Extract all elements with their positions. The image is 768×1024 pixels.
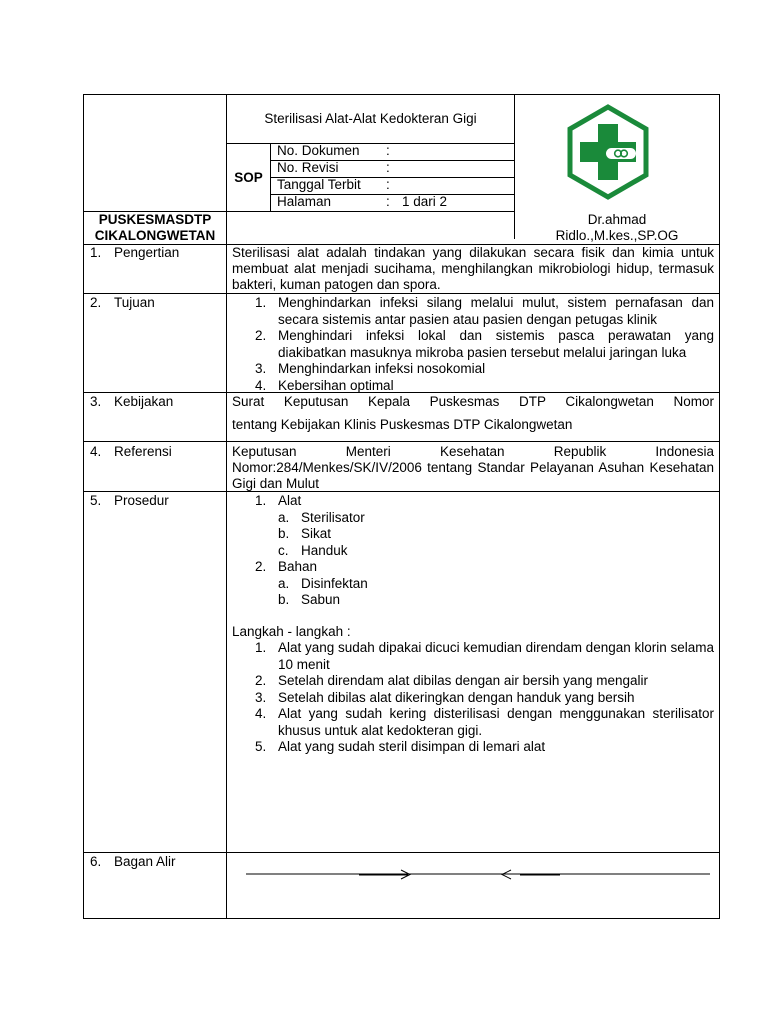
list-mark: b. — [278, 526, 290, 541]
list-item-text: Sterilisator — [301, 509, 365, 525]
section-number: 6. — [90, 854, 102, 869]
group-title: Bahan — [278, 559, 318, 574]
list-item-text: Menghindari infeksi lokal dan sistemis pasca perawatan yang diakibatkan masuknya mikroba pasien tersebut melalui jaringan luka — [278, 328, 714, 360]
section-label-bagan-alir — [90, 854, 176, 870]
list-item — [255, 328, 714, 361]
list-number: 1. — [255, 640, 267, 655]
steps-list — [255, 640, 714, 756]
row-divider — [83, 293, 720, 294]
step-text: Setelah dibilas alat dikeringkan dengan handuk yang bersih — [278, 689, 635, 705]
list-item — [255, 592, 714, 609]
step-item — [255, 673, 714, 690]
table-border-bottom — [83, 918, 720, 919]
list-number: 5. — [255, 739, 267, 754]
signer — [515, 212, 719, 244]
field-sep: : — [386, 143, 390, 158]
section-number: 4. — [90, 444, 102, 459]
list-number: 4. — [255, 377, 267, 393]
step-item — [255, 706, 714, 739]
kebijakan-line-1: Surat Keputusan Kepala Puskesmas DTP Cikalongwetan Nomor — [232, 394, 714, 409]
list-number: 1. — [255, 295, 267, 310]
step-item — [255, 640, 714, 673]
section-label-referensi — [90, 444, 172, 460]
field-value-halaman: 1 dari 2 — [402, 194, 448, 209]
steps-title: Langkah - langkah : — [232, 624, 351, 639]
signer-line-1: Dr.ahmad — [587, 212, 647, 227]
field-label-tanggal-terbit: Tanggal Terbit — [277, 177, 361, 192]
group-title: Alat — [278, 493, 302, 508]
list-mark: c. — [278, 542, 289, 558]
list-number: 2. — [255, 559, 267, 574]
list-item-text: Handuk — [301, 542, 348, 558]
sop-label: SOP — [234, 169, 263, 185]
list-mark: b. — [278, 592, 290, 607]
list-item-text: Menghindarkan infeksi nosokomial — [278, 361, 486, 376]
section-label-pengertian — [90, 245, 179, 261]
section-title: Bagan Alir — [114, 854, 176, 869]
step-text: Alat yang sudah kering disterilisasi dengan menggunakan sterilisator khusus untuk alat kedokteran gigi. — [278, 706, 714, 738]
list-item-text: Sikat — [301, 526, 332, 541]
section-label-prosedur — [90, 493, 169, 509]
list-number: 3. — [255, 361, 267, 376]
field-label-no-dokumen: No. Dokumen — [277, 143, 360, 158]
list-mark: a. — [278, 575, 290, 591]
list-item-text: Kebersihan optimal — [278, 377, 394, 393]
section-number: 3. — [90, 394, 102, 409]
sop-title: Sterilisasi Alat-Alat Kedokteran Gigi — [264, 111, 477, 126]
materials-group-alat — [255, 493, 714, 510]
section-label-kebijakan — [90, 394, 173, 410]
section-title: Pengertian — [114, 245, 180, 260]
section-title: Referensi — [114, 444, 172, 459]
section-title: Tujuan — [114, 295, 155, 310]
field-sep: : — [386, 160, 390, 175]
row-divider — [83, 441, 720, 442]
org-line-1: PUSKESMASDTP — [98, 212, 212, 227]
section-label-tujuan — [90, 295, 155, 311]
list-item — [255, 510, 714, 527]
list-item — [255, 543, 714, 560]
field-label-no-revisi: No. Revisi — [277, 160, 339, 175]
list-mark: a. — [278, 509, 290, 525]
step-text: Setelah direndam alat dibilas dengan air bersih yang mengalir — [278, 673, 648, 688]
list-item-text: Disinfektan — [301, 575, 368, 591]
list-item-text: Sabun — [301, 592, 341, 607]
field-sep: : — [386, 194, 390, 209]
column-divider — [226, 94, 227, 918]
list-number: 2. — [255, 328, 267, 343]
row-divider — [83, 852, 720, 853]
list-item — [255, 378, 714, 395]
section-number: 2. — [90, 295, 102, 310]
kebijakan-line-2: tentang Kebijakan Klinis Puskesmas DTP Cikalongwetan — [232, 417, 573, 432]
flowchart — [244, 864, 714, 884]
table-border-right — [719, 94, 720, 918]
list-item-text: Menghindarkan infeksi silang melalui mulut, sistem pernafasan dan secara sistemis antar pasien atau pasien dengan petugas klinik — [278, 295, 714, 327]
list-item — [255, 295, 714, 328]
org-name — [84, 212, 226, 244]
section-title: Prosedur — [114, 493, 169, 508]
pengertian-text: Sterilisasi alat adalah tindakan yang dilakukan secara fisik dan kimia untuk membuat alat menjadi sucihama, menghilangkan mikrobiologi hidup, termasuk bakteri, kuman patogen dan spora. — [232, 245, 714, 292]
referensi-text: Keputusan Menteri Kesehatan Republik Indonesia Nomor:284/Menkes/SK/IV/2006 tentang Standar Pelayanan Asuhan Kesehatan Gigi dan Mulut — [232, 444, 714, 491]
tujuan-list — [255, 295, 714, 394]
section-title: Kebijakan — [114, 394, 174, 409]
signer-line-2: Ridlo.,M.kes.,SP.OG — [555, 228, 679, 243]
list-item — [255, 526, 714, 543]
puskesmas-logo-icon — [566, 104, 650, 200]
materials-group-bahan — [255, 559, 714, 576]
section-number: 5. — [90, 493, 102, 508]
list-item — [255, 576, 714, 593]
section-number: 1. — [90, 245, 102, 260]
list-number: 2. — [255, 673, 267, 688]
field-label-halaman: Halaman — [277, 194, 332, 209]
org-line-2: CIKALONGWETAN — [94, 228, 216, 243]
step-text: Alat yang sudah dipakai dicuci kemudian direndam dengan klorin selama 10 menit — [278, 640, 715, 672]
field-sep: : — [386, 177, 390, 192]
step-item — [255, 739, 714, 756]
list-number: 1. — [255, 493, 267, 508]
step-item — [255, 690, 714, 707]
list-number: 3. — [255, 689, 267, 705]
prosedur-materials — [255, 493, 714, 609]
list-item — [255, 361, 714, 378]
step-text: Alat yang sudah steril disimpan di lemari alat — [278, 739, 546, 754]
list-number: 4. — [255, 706, 267, 721]
